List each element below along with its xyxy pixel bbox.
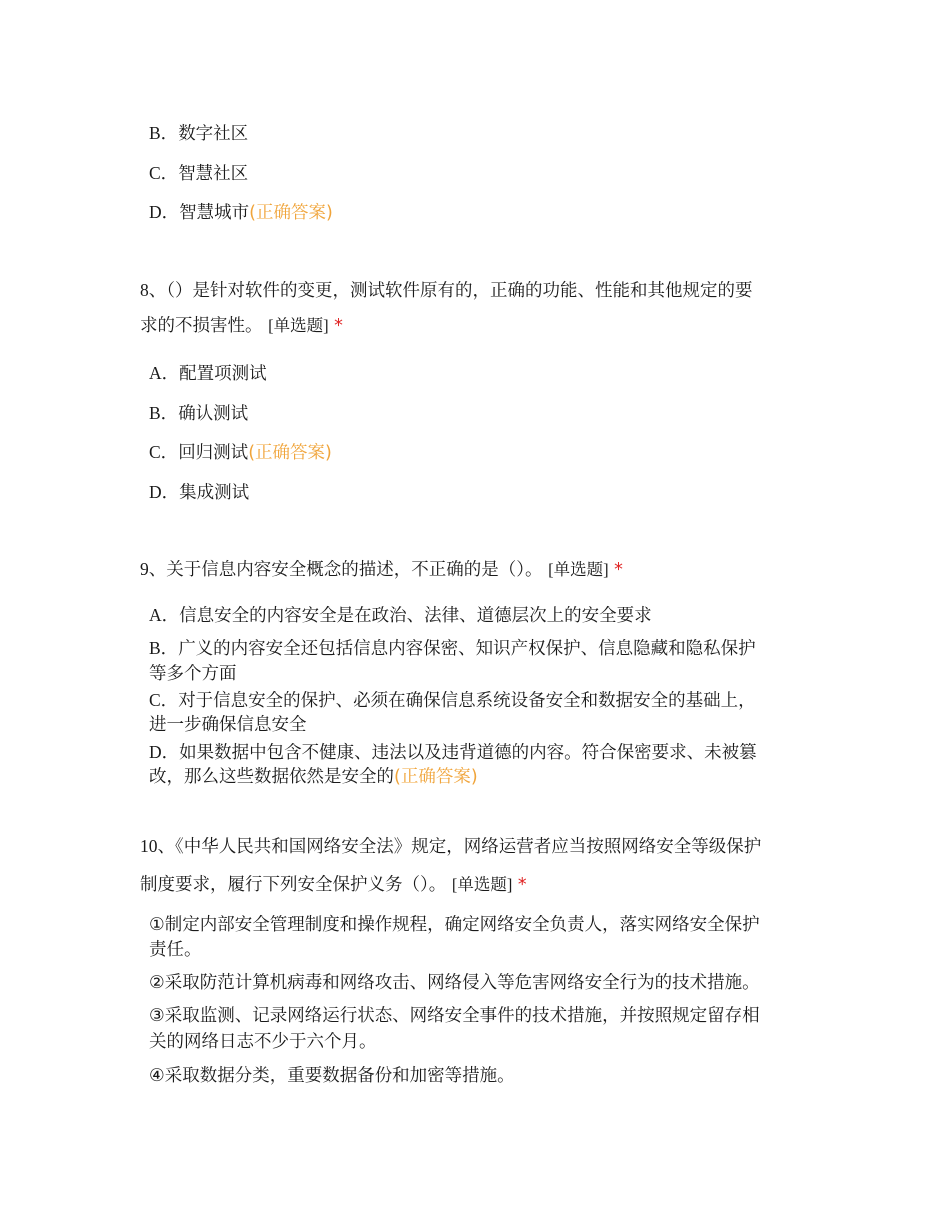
option-text: 集成测试 <box>179 483 250 503</box>
question-type-tag: [单选题] <box>548 560 609 579</box>
q7-option-b <box>149 120 809 147</box>
item-text: ③采取监测、记录网络运行状态、网络安全事件的技术措施，并按照规定留存相 <box>149 1006 760 1026</box>
option-letter: B． <box>149 403 179 423</box>
option-text: 进一步确保信息安全 <box>149 715 307 735</box>
q9-option-c <box>149 687 809 714</box>
option-text: 确认测试 <box>178 404 249 424</box>
option-text: 配置项测试 <box>179 364 267 384</box>
option-letter: C． <box>149 163 179 183</box>
q9-option-d-cont <box>149 764 809 790</box>
q9-stem <box>140 556 820 583</box>
item-text: ②采取防范计算机病毒和网络攻击、网络侵入等危害网络安全行为的技术措施。 <box>149 973 760 993</box>
option-letter: D． <box>149 742 180 762</box>
question-number: 10、 <box>140 836 175 856</box>
option-text: 广义的内容安全还包括信息内容保密、知识产权保护、信息隐藏和隐私保护 <box>178 639 756 659</box>
option-letter: D． <box>149 202 180 222</box>
q10-item-1-cont <box>149 937 809 963</box>
question-type-tag: [单选题] <box>451 875 513 894</box>
q10-item-2 <box>149 970 809 996</box>
question-text: 《中华人民共和国网络安全法》规定，网络运营者应当按照网络安全等级保护 <box>175 837 762 857</box>
option-text: 回归测试 <box>178 443 249 463</box>
option-letter: C． <box>149 442 179 462</box>
option-letter: A． <box>149 605 180 625</box>
item-text: ④采取数据分类，重要数据备份和加密等措施。 <box>149 1066 515 1086</box>
q7-option-d <box>149 199 809 226</box>
q8-option-b <box>149 400 809 427</box>
option-letter: B． <box>149 123 179 143</box>
q8-option-d <box>149 479 809 506</box>
option-text: 对于信息安全的保护、必须在确保信息系统设备安全和数据安全的基础上， <box>178 691 756 711</box>
q9-option-a <box>149 602 809 629</box>
item-text: 关的网络日志不少于六个月。 <box>149 1032 377 1052</box>
q8-stem-line1 <box>140 277 820 304</box>
q9-option-b-cont <box>149 661 809 687</box>
q10-item-3-cont <box>149 1029 809 1055</box>
q9-option-c-cont <box>149 712 809 738</box>
question-text: （）是针对软件的变更，测试软件原有的，正确的功能、性能和其他规定的要 <box>166 281 753 301</box>
q10-stem-line2 <box>140 872 820 898</box>
required-marker: * <box>334 316 343 336</box>
option-text: 信息安全的内容安全是在政治、法律、道德层次上的安全要求 <box>179 606 652 626</box>
question-text: 求的不损害性。 <box>140 316 263 336</box>
option-letter: A． <box>149 363 180 383</box>
q7-option-c <box>149 160 809 187</box>
question-number: 9、 <box>140 559 167 579</box>
required-marker: * <box>614 560 623 580</box>
option-letter: B． <box>149 638 179 658</box>
item-text: ①制定内部安全管理制度和操作规程，确定网络安全负责人，落实网络安全保护 <box>149 915 760 935</box>
q10-item-3 <box>149 1003 809 1029</box>
q9-option-b <box>149 635 809 662</box>
option-text: 改，那么这些数据依然是安全的 <box>149 767 394 787</box>
q8-stem-line2 <box>140 313 820 339</box>
question-text: 制度要求，履行下列安全保护义务（）。 <box>140 875 447 895</box>
option-text: 如果数据中包含不健康、违法以及违背道德的内容。符合保密要求、未被篡 <box>179 743 757 763</box>
option-text: 智慧社区 <box>178 164 249 184</box>
option-text: 智慧城市 <box>179 203 250 223</box>
q9-option-d <box>149 739 809 766</box>
q8-option-a <box>149 360 809 387</box>
q10-item-1 <box>149 912 809 938</box>
option-letter: D． <box>149 482 180 502</box>
correct-answer-label: (正确答案) <box>249 203 333 223</box>
required-marker: * <box>517 875 527 895</box>
option-letter: C． <box>149 690 179 710</box>
q10-item-4 <box>149 1063 809 1089</box>
correct-answer-label: (正确答案) <box>394 767 478 787</box>
q10-stem-line1 <box>140 833 820 860</box>
question-type-tag: [单选题] <box>268 316 329 335</box>
q8-option-c <box>149 439 809 466</box>
question-number: 8、 <box>140 280 167 300</box>
item-text: 责任。 <box>149 940 202 960</box>
question-text: 关于信息内容安全概念的描述，不正确的是（）。 <box>166 560 543 580</box>
option-text: 等多个方面 <box>149 664 237 684</box>
option-text: 数字社区 <box>178 124 249 144</box>
correct-answer-label: (正确答案) <box>248 443 332 463</box>
